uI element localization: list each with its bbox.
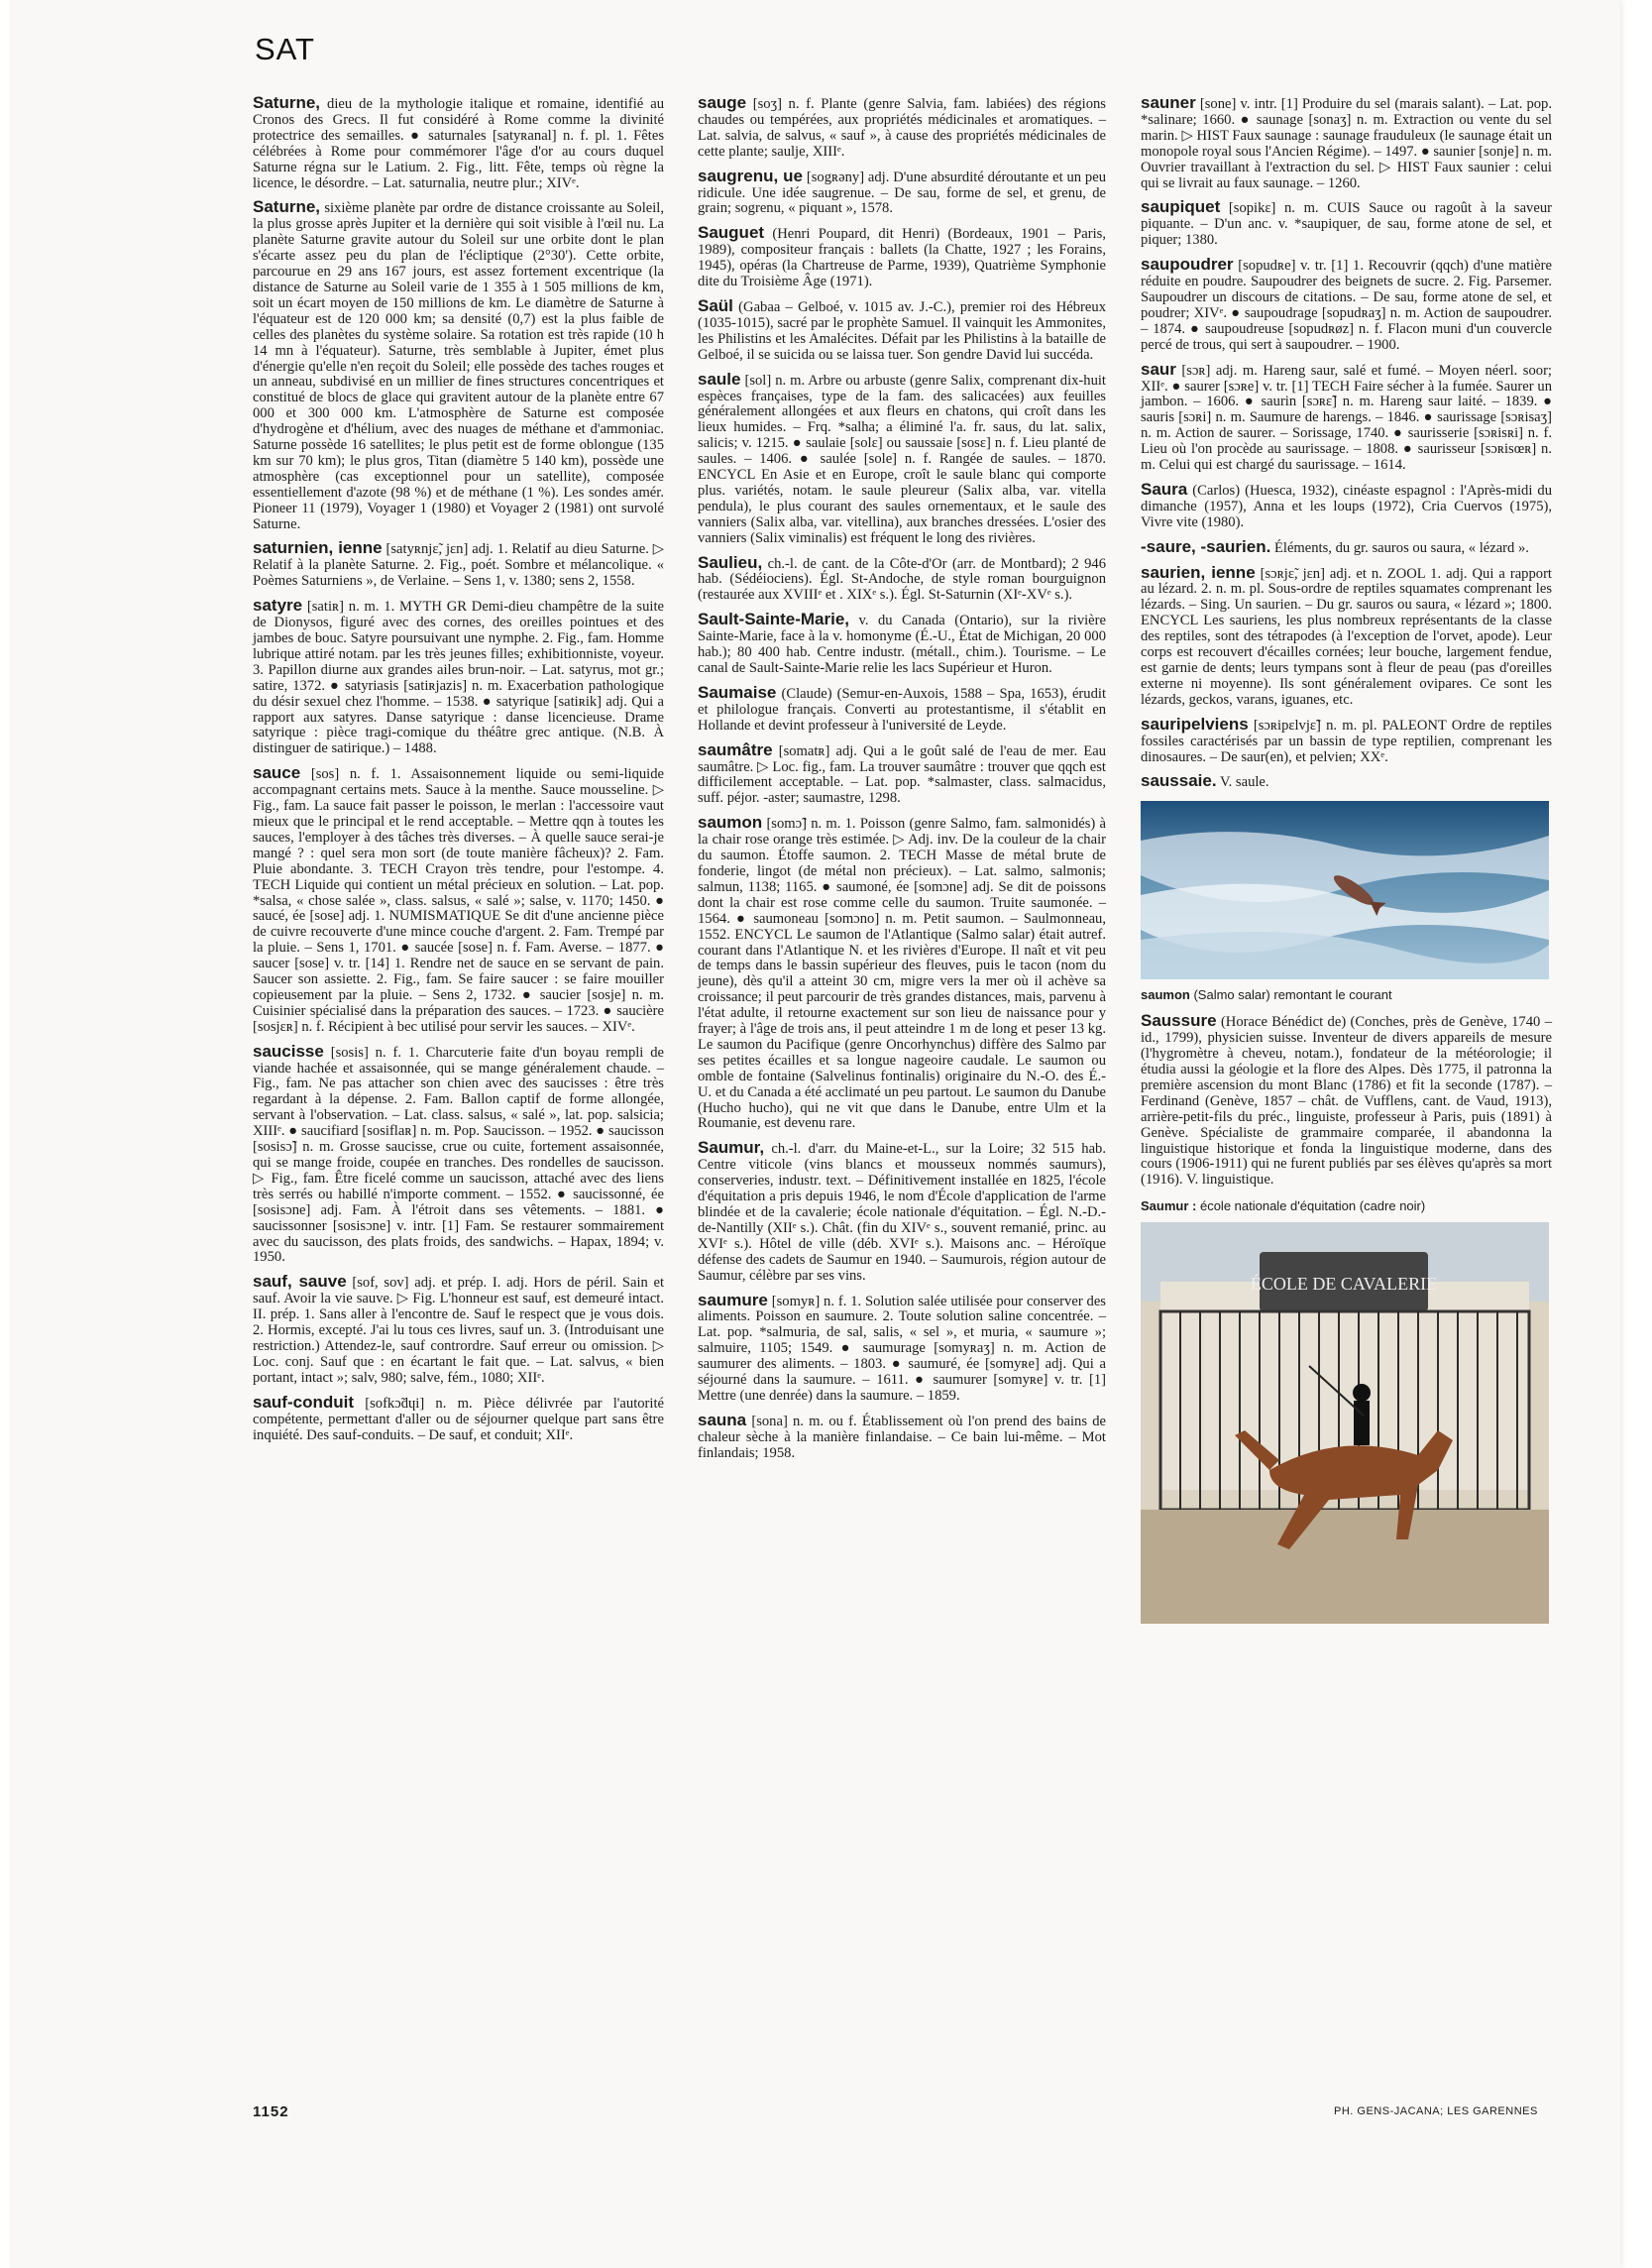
entry-text: [somɔ̃] n. m. 1. Poisson (genre Salmo, fam. salmonidés) à la chair rose orange très estimée. ▷ Adj. inv. De la couleur de la chair du saumon. Étoffe saumon. 2. TECH Masse de métal brute de fonderie, lingot (de métal non précieux). – Lat. salmo, salmonis; salmun, 1138; 1165. ● saumoné, ée [somɔne] adj. Se dit de poissons dont la chair est rose comme celle du saumon. Truite saumonée. – 1564. ● saumoneau [somɔno] n. m. Petit saumon. – Saulmonneau, 1552. ENCYCL Le saumon de l'Atlantique (Salmo salar) était autref. courant dans l'Atlantique N. et les rivières d'Europe. Il naît et vit peu de temps dans le bassin supérieur des fleuves, puis le tacon (nom du jeune), dès qu'il a atteint 30 cm, migre vers la mer où il achève sa croissance; il peut parcourir de très grandes distances, mais, parvenu à l'état adulte, il retourne exactement sur son lieu de naissance pour y frayer; à l'âge de trois ans, il peut atteindre 1 m de long et peser 13 kg. Le saumon du Pacifique (genre Oncorhynchus) diffère des Salmo par ses petites écailles et sa longue nageoire caudale. Le saumon ou omble de fontaine (Salvelinus fontinalis) originaire du N.-O. des É.-U. et du Canada a été acclimaté un peu partout. Le saumon du Danube (Hucho hucho), qui ne vit que dans le Danube, entre Ulm et la Roumanie, est devenu rare. [698,816,1106,1132]
entry-headword: saturnien, ienne [253,538,383,558]
dictionary-entry [253,1274,664,1386]
dictionary-entry [1141,536,1552,557]
entry-headword: saupiquet [1141,197,1221,217]
entry-headword: sauce [253,763,301,783]
entry-headword: saur [1141,359,1176,379]
entry-headword: sauf, sauve [253,1272,347,1292]
entry-text: ch.-l. de cant. de la Côte-d'Or (arr. de Montbard); 2 946 hab. (Sédéiociens). Égl. St-Andoche, de style roman bourguignon (restaurée aux XVIIIᵉ et . XIXᵉ s.). Égl. St-Saturnin (XIᵉ-XVᵉ s.). [698,555,1106,604]
entry-text: [sɔʀipɛlvjɛ̃] n. m. pl. PALEONT Ordre de reptiles fossiles caractérisés par un bassin de type reptilien, comprenant les dinosaures. – De saur(en), et pelvien; XXᵉ. [1141,717,1552,765]
saumur-sign: ÉCOLE DE CAVALERIE [1250,1274,1438,1295]
dictionary-entry [1141,1013,1552,1189]
saumur-caption-text: école nationale d'équitation (cadre noir) [1199,1198,1426,1214]
entry-text: sixième planète par ordre de distance croissante au Soleil, la plus grosse après Jupiter et la dernière qui soit visible à l'œil nu. La planète Saturne gravite autour du Soleil sur une orbite dont le plan s'écarte assez peu du plan de l'écliptique (2°30'). Cette orbite, parcourue en 29 ans 167 jours, est assez fortement excentrique (la distance de Saturne au Soleil varie de 1 355 à 1 505 millions de km, soit un écart moyen de 150 millions de km. Le diamètre de Saturne à l'équateur est de 120 000 km; sa densité (0,7) est la plus faible de celles des planètes du système solaire. Sa rotation est très rapide (10 h 14 mn à l'équateur). Saturne, très semblable à Jupiter, émet plus d'énergie qu'elle n'en reçoit du Soleil; elle possède des taches rouges et un anneau, subdivisé en un millier de fines structures concentriques et constitué de blocs de glace qui gravitent autour de la planète entre 67 000 et 300 000 km. L'atmosphère de Saturne est composée d'hydrogène et d'hélium, avec des nuages de méthane et d'ammoniac. Saturne possède 16 satellites; le plus petit est de forme oblongue (135 km sur 70 km); le plus gros, Titan (diamètre 5 140 km), possède une atmosphère (cas exceptionnel pour un satellite), composée essentiellement d'azote (98 %) et de méthane (1 %). Les sondes amér. Pioneer 11 (1979), Voyager 1 (1980) et Voyager 2 (1981) ont survolé Saturne. [253,200,664,532]
dictionary-entry [698,1410,1106,1462]
entry-headword: saussaie. [1141,771,1217,791]
entry-text: [sone] v. intr. [1] Produire du sel (marais salant). – Lat. pop. *salinare; 1660. ● saunage [sonaʒ] n. m. Extraction ou vente du sel marin. ▷ HIST Faux saunage : saunage frauduleux (le saunage était un monopole royal sous l'Ancien Régime). – 1497. ● saunier [sonje] n. m. Ouvrier travaillant à l'extraction du sel. ▷ HIST Faux saunier : celui qui se livrait au faux saunage. – 1260. [1141,96,1553,191]
dictionary-entry [698,225,1106,290]
dictionary-entry [698,739,1107,808]
dictionary-entry [698,1290,1106,1405]
entry-headword: saupoudrer [1141,255,1234,275]
entry-text: [satiʀ] n. m. 1. MYTH GR Demi-dieu champêtre de la suite de Dionysos, figuré avec des cornes, des oreilles pointues et des jambes de bouc. Satyre poursuivant une nymphe. 2. Fig., fam. Homme lubrique attiré notam. par les très jeunes filles; exhibitionniste, voyeur. 3. Papillon diurne aux grandes ailes brun-noir. – Lat. satyrus, mot gr.; satire, 1372. ● satyriasis [satiʀjazis] n. m. Exacerbation pathologique du désir sexuel chez l'homme. – 1538. ● satyrique [satiʀik] adj. Qui a rapport aux satyres. Danse satyrique : danse licencieuse. Drame satyrique : pièce tragi-comique du théâtre grec antique. (N.B. À distinguer de satirique.) – 1488. [253,599,664,757]
dictionary-entry [1141,257,1552,353]
entry-headword: saule [698,369,741,389]
entry-text: (Henri Poupard, dit Henri) (Bordeaux, 1901 – Paris, 1989), compositeur français : ballets (la Chatte, 1927 ; les Forains, 1945), opéras (la Chartreuse de Parme, 1939), Quatrième Symphonie dite du Troisième Âge (1971). [698,226,1106,290]
entry-text: [soʒ] n. f. Plante (genre Salvia, fam. labiées) des régions chaudes ou tempérées, aux propriétés médicinales et aromatiques. – Lat. salvia, de salvus, « sauf », à cause des propriétés médicinales de cette plante; saulje, XIIIᵉ. [698,96,1106,160]
entry-headword: Saura [1141,479,1188,499]
entry-text: (Claude) (Semur-en-Auxois, 1588 – Spa, 1653), érudit et philologue français. Converti au protestantisme, il s'établit en Hollande et devint professeur à l'université de Leyde. [698,685,1106,734]
entry-headword: Saumaise [698,682,777,702]
dictionary-entry [253,598,664,757]
dictionary-entry [253,765,664,1035]
entry-text: [sol] n. m. Arbre ou arbuste (genre Salix, comprenant dix-huit espèces françaises, type de la fam. des salicacées) aux feuilles généralement allongées et aux fleurs en chatons, qui croît dans les lieux humides. – Frq. *salha; a éliminé l'a. fr. saus, du lat. salix, salicis; v. 1215. ● saulaie [solɛ] ou saussaie [sosɛ] n. f. Lieu planté de saules. – 1406. ● saulée [sole] n. f. Rangée de saules. – 1870. ENCYCL En Asie et en Europe, croît le saule blanc qui comporte plus. variétés, notam. le saule pleureur (Salix alba, var. vitella pendula), le plus courant des saules ornementaux, et le saule des vanniers (Salix alba, var. vitellina), aux branches dressées. L'osier des vanniers (Salix viminalis) est fréquent le long des rivières. [698,372,1106,546]
entry-headword: Sault-Sainte-Marie, [698,610,850,629]
entry-headword: sauner [1141,93,1196,112]
dictionary-entry [1141,199,1552,249]
dictionary-entry [698,682,1106,735]
dictionary-entry [698,1140,1106,1284]
entry-headword: sauge [698,93,747,112]
entry-text: [sofkɔ̃dɥi] n. m. Pièce délivrée par l'autorité compétente, permettant d'aller ou de séjourner quelque part sans être inquiété. Des sauf-conduits. – De sauf, et conduit; XIIᵉ. [253,1395,664,1443]
entry-headword: Saül [698,295,733,315]
entry-text: dieu de la mythologie italique et romaine, identifié au Cronos des Grecs. Il fut considéré à Rome comme la divinité protectrice des semailles. ● saturnales [satyʀanal] n. f. pl. 1. Fêtes célébrées à Rome pour commémorer l'âge d'or au cours duquel Saturne régna sur le Latium. 2. Fig., litt. Fête, temps où règne la licence, le désordre. – Lat. saturnalia, neutre plur.; XIVᵉ. [253,96,664,191]
saumur-figure [1141,1198,1552,1624]
entry-headword: satyre [253,596,303,616]
photo-credit: PH. GENS-JACANA; LES GARENNES [1334,2105,1538,2117]
entry-headword: sauripelviens [1141,714,1249,734]
dictionary-entry [253,199,664,532]
entry-text: (Horace Bénédict de) (Conches, près de Genève, 1740 – id., 1799), physicien suisse. Inventeur de divers appareils de mesure (l'hygromètre à cheveu, notam.), fondateur de la météorologie; il étudia aussi la géologie et la flore des Alpes. Dès 1775, il patronna la première ascension du mont Blanc (1786) et fit la seconde (1787). – Ferdinand (Genève, 1857 – chât. de Vufflens, cant. de Vaud, 1913), arrière-petit-fils du préc., linguiste, professeur à Paris, puis (1891) à Genève. Spécialiste de grammaire comparée, il abandonna la linguistique historique et fonda la linguistique moderne, dans des cours (1906-1911) qui ne furent publiés par ses élèves qu'après sa mort (1916). V. linguistique. [1141,1014,1553,1189]
entry-text: (Carlos) (Huesca, 1932), cinéaste espagnol : l'Après-midi du dimanche (1957), Anna et les loups (1972), Cria Cuervos (1975), Vivre vite (1980). [1141,482,1552,530]
dictionary-entry [1141,773,1552,791]
saumur-caption-title: Saumur : [1141,1198,1197,1214]
dictionary-entry [698,295,1106,364]
entry-headword: Saturne, [253,197,321,217]
dictionary-entry [698,552,1106,605]
entry-headword: saurien, ienne [1141,562,1256,582]
dictionary-entry [1141,714,1552,766]
entry-text: [satyʀnjɛ̃, jɛn] adj. 1. Relatif au dieu Saturne. ▷ Relatif à la planète Saturne. 2. Fig., poét. Sombre et mélancolique. « Poèmes Saturniens », de Verlaine. – Sens 1, v. 1380; sens 2, 1558. [253,541,664,590]
entry-text: v. du Canada (Ontario), sur la rivière Sainte-Marie, face à la v. homonyme (É.-U., État de Michigan, 20 000 hab.); 80 400 hab. Centre industr. (métall., chim.). Tourisme. – Le canal de Sault-Sainte-Marie relie les lacs Supérieur et Huron. [698,613,1107,676]
entry-text: [sɔʀ] adj. m. Hareng saur, salé et fumé. – Moyen néerl. soor; XIIᵉ. ● saurer [sɔʀe] v. tr. [1] TECH Faire sécher à la fumée. Saurer un jambon. – 1606. ● saurin [sɔʀɛ̃] n. m. Hareng saur laité. – 1839. ● sauris [sɔʀi] n. m. Saumure de harengs. – 1846. ● saurissage [sɔʀisaʒ] n. m. Action de saurer. – Sorissage, 1740. ● saurisserie [sɔʀisʀi] n. f. Lieu où l'on procède au saurissage. – 1808. ● saurisseur [sɔʀisœʀ] n. m. Celui qui est chargé du saurissage. – 1614. [1141,362,1552,474]
entry-text: [somatʀ] adj. Qui a le goût salé de l'eau de mer. Eau saumâtre. ▷ Loc. fig., fam. La trouver saumâtre : trouver que qqch est difficilement acceptable. – Lat. pop. *salmaster, class. salmacidus, suff. péjor. -aster; saumastre, 1298. [698,742,1107,807]
entry-headword: Saulieu, [698,552,763,572]
column-1 [253,95,664,1451]
dictionary-entry [1141,95,1552,191]
entry-text: V. saule. [1219,774,1269,791]
entry-headword: sauna [698,1410,747,1429]
dictionary-entry [698,166,1107,218]
column-3-entries-top [1141,95,1552,791]
salmon-waterfall-image [1141,801,1549,979]
entry-headword: saucisse [253,1041,324,1061]
dictionary-entry [1141,359,1552,474]
entry-text: [sogʀəny] adj. D'une absurdité déroutante et un peu ridicule. Une idée saugrenue. – De sau, forme de sel, et grenu, de grain; sogrenu, « piquant », 1578. [698,169,1107,217]
entry-text: [sosis] n. f. 1. Charcuterie faite d'un boyau rempli de viande hachée et assaisonnée, qui se mange généralement chaude. – Fig., fam. Ne pas attacher son chien avec des saucisses : être très regardant à la dépense. 2. Fam. Ballon captif de forme allongée, servant à l'observation. – Lat. class. salsus, « salé », lat. pop. salsicia; XIIIᵉ. ● saucifiard [sosiflaʀ] n. m. Pop. Saucisson. – 1952. ● saucisson [sosisɔ̃] n. m. Grosse saucisse, crue ou cuite, fortement assaisonnée, qui se mange froide, coupée en tranches. Des rondelles de saucisson. ▷ Fig., fam. Être ficelé comme un saucisson, attaché avec des liens très serrés ou habillé n'importe comment. – 1552. ● saucissonné, ée [sosisɔne] adj. Fam. À l'étroit dans ses vêtements. – 1881. ● saucissonner [sosisɔne] v. intr. [1] Fam. Se restaurer sommairement avec du saucisson, des plats froids, des sandwichs. – Hapax, 1894; v. 1950. [253,1044,664,1266]
column-2 [698,95,1106,1470]
saumur-caption [1141,1198,1552,1214]
salmon-figure [1141,801,1552,1003]
dictionary-entry [698,815,1106,1132]
dictionary-entry [1141,562,1552,709]
entry-text: ch.-l. d'arr. du Maine-et-L., sur la Loire; 32 515 hab. Centre viticole (vins blancs et mousseux nommés saumurs), conserveries, industr. text. – Définitivement installée en 1825, l'école d'équitation a pris depuis 1946, le nom d'École d'application de l'arme blindée et de la cavalerie; école nationale d'équitation. – Égl. N.-D.-de-Nantilly (XIIᵉ s.). Chât. (fin du XIVᵉ s., souvent remanié, princ. au XVIᵉ s.). Hôtel de ville (déb. XVIᵉ s.). Maisons anc. – Héroïque défense des cadets de Saumur en 1940. – Saumurois, région autour de Saumur, célèbre par ses vins. [698,1141,1107,1284]
entry-text: Éléments, du gr. sauros ou saura, « lézard ». [1273,539,1529,556]
dictionary-entry [698,95,1106,161]
entry-headword: Saturne, [253,93,321,112]
column-3-entries-bottom [1141,1013,1552,1189]
entry-headword: -saure, -saurien. [1141,536,1271,556]
saumur-photo [1141,1222,1549,1624]
salmon-caption [1141,987,1552,1003]
entry-headword: saumon [698,813,763,833]
column-3 [1141,95,1552,1634]
entry-text: [sopikɛ] n. m. CUIS Sauce ou ragoût à la saveur piquante. – D'un anc. v. *saupiquer, de sau, forme atone de sel, et piquer; 1380. [1141,200,1552,249]
dictionary-entry [698,612,1106,677]
entry-text: [sos] n. f. 1. Assaisonnement liquide ou semi-liquide accompagnant certains mets. Sauce à la menthe. Sauce mousseline. ▷ Fig., fam. La sauce fait passer le poisson, le merlan : l'accessoire vaut mieux que le principal et le rend acceptable. – Mettre qqn à toutes les sauces, l'employer à des tâches très diverses. – À quelle sauce serai-je mangé ? : quel sera mon sort (de toute manière fâcheux)? 2. Fam. Pluie abondante. 3. TECH Crayon très tendre, pour l'estompe. 4. TECH Liquide qui contient un métal précieux en solution. – Lat. pop. *salsa, « chose salée », class. salsus, « salé »; salse, v. 1170; 1450. ● saucé, ée [sose] adj. 1. NUMISMATIQUE Se dit d'une ancienne pièce de cuivre recouverte d'une mince couche d'argent. 2. Fam. Trempé par la pluie. – Sens 1, 1701. ● saucée [sose] n. f. Fam. Averse. – 1877. ● saucer [sose] v. tr. [14] 1. Rendre net de sauce en se servant de pain. Saucer son assiette. 2. Fig., fam. Se faire saucer : se faire mouiller copieusement par la pluie. – Sens 2, 1732. ● saucier [sosje] n. m. Cuisinier spécialisé dans la préparation des sauces. – 1723. ● saucière [sosjɛʀ] n. f. Récipient à bec utilisé pour servir les sauces. – XIVᵉ. [253,766,664,1035]
entry-headword: Sauguet [698,223,765,243]
salmon-caption-text: (Salmo salar) remontant le courant [1193,987,1392,1003]
entry-headword: saumure [698,1290,768,1309]
dictionary-entry [253,95,664,191]
dictionary-entry [253,1392,664,1444]
guide-word: SAT [255,32,315,66]
salmon-caption-title: saumon [1141,987,1190,1003]
entry-headword: saugrenu, ue [698,166,804,185]
entry-text: [sɔʀjɛ̃, jɛn] adj. et n. ZOOL 1. adj. Qui a rapport au lézard. 2. n. m. pl. Sous-ordre de reptiles squamates comprenant les lézards. – Sing. Un saurien. – Du gr. sauros ou saura, « lézard »; 1800. ENCYCL Les sauriens, les plus nombreux représentants de la classe des reptiles, sont des tétrapodes (à l'exception de l'orvet, apode). Leur corps est recouvert d'écailles cornées; leur bouche, largement fendue, est garnie de dents; leurs tympans sont à fleur de peau (pas d'oreilles externe ni moyenne). Ils sont généralement ovipares. Ce sont les lézards, geckos, varans, iguanes, etc. [1141,565,1552,708]
cavalry-school-image [1141,1222,1549,1624]
entry-text: [sona] n. m. ou f. Établissement où l'on prend des bains de chaleur sèche à la manière finlandaise. – Ce bain lui-même. – Mot finlandais; 1958. [698,1413,1106,1461]
dictionary-entry [253,540,664,590]
entry-text: [sopudʀe] v. tr. [1] 1. Recouvrir (qqch) d'une matière réduite en poudre. Saupoudrer des beignets de sucre. 2. Fig. Parsemer. Saupoudrer un discours de citations. – De sau, forme atone de sel, et poudrer; XIVᵉ. ● saupoudrage [sopudʀaʒ] n. m. Action de saupoudrer. – 1874. ● saupoudreuse [sopudʀøz] n. f. Flacon muni d'un couvercle percé de trous, qui sert à saupoudrer. – 1900. [1141,258,1553,353]
entry-headword: sauf-conduit [253,1392,354,1412]
dictionary-entry [1141,479,1552,531]
entry-headword: Saussure [1141,1011,1217,1031]
salmon-photo [1141,801,1549,979]
dictionary-page [10,0,1620,2268]
entry-text: (Gabaa – Gelboé, v. 1015 av. J.-C.), premier roi des Hébreux (1035-1015), sacré par le prophète Samuel. Il vainquit les Ammonites, les Philistins et les Amalécites. Défait par les Philistins à la bataille de Gelboé, il se suicida ou se laissa tuer. Son gendre David lui succéda. [698,298,1106,363]
dictionary-entry [698,369,1106,547]
entry-headword: saumâtre [698,739,773,759]
entry-text: [sof, sov] adj. et prép. I. adj. Hors de péril. Sain et sauf. Avoir la vie sauve. ▷ Fig. L'honneur est sauf, est demeuré intact. II. prép. 1. Sans aller à l'encontre de. Sauf le respect que je vous dois. 2. Hormis, excepté. J'ai lu tous ces livres, sauf un. 3. (Introduisant une restriction.) Attendez-le, sauf contrordre. Sauf erreur ou omission. ▷ Loc. conj. Sauf que : en écartant le fait que. – Lat. salvus, « bien portant, intact »; salv, 980; salve, fém., 1080; XIIᵉ. [253,1275,665,1386]
page-number: 1152 [253,2103,289,2120]
entry-text: [somyʀ] n. f. 1. Solution salée utilisée pour conserver des aliments. Poisson en saumure. 2. Toute solution saline concentrée. – Lat. pop. *salmuria, de sal, salis, « sel », et muria, « saumure »; salmuire, 1105; 1549. ● saumurage [somyʀaʒ] n. m. Action de saumurer des aliments. – 1803. ● saumuré, ée [somyʀe] adj. Qui a séjourné dans la saumure. – 1611. ● saumurer [somyʀe] v. tr. [1] Mettre (une denrée) dans la saumure. – 1859. [698,1293,1106,1404]
dictionary-entry [253,1041,664,1267]
entry-headword: Saumur, [698,1138,765,1158]
